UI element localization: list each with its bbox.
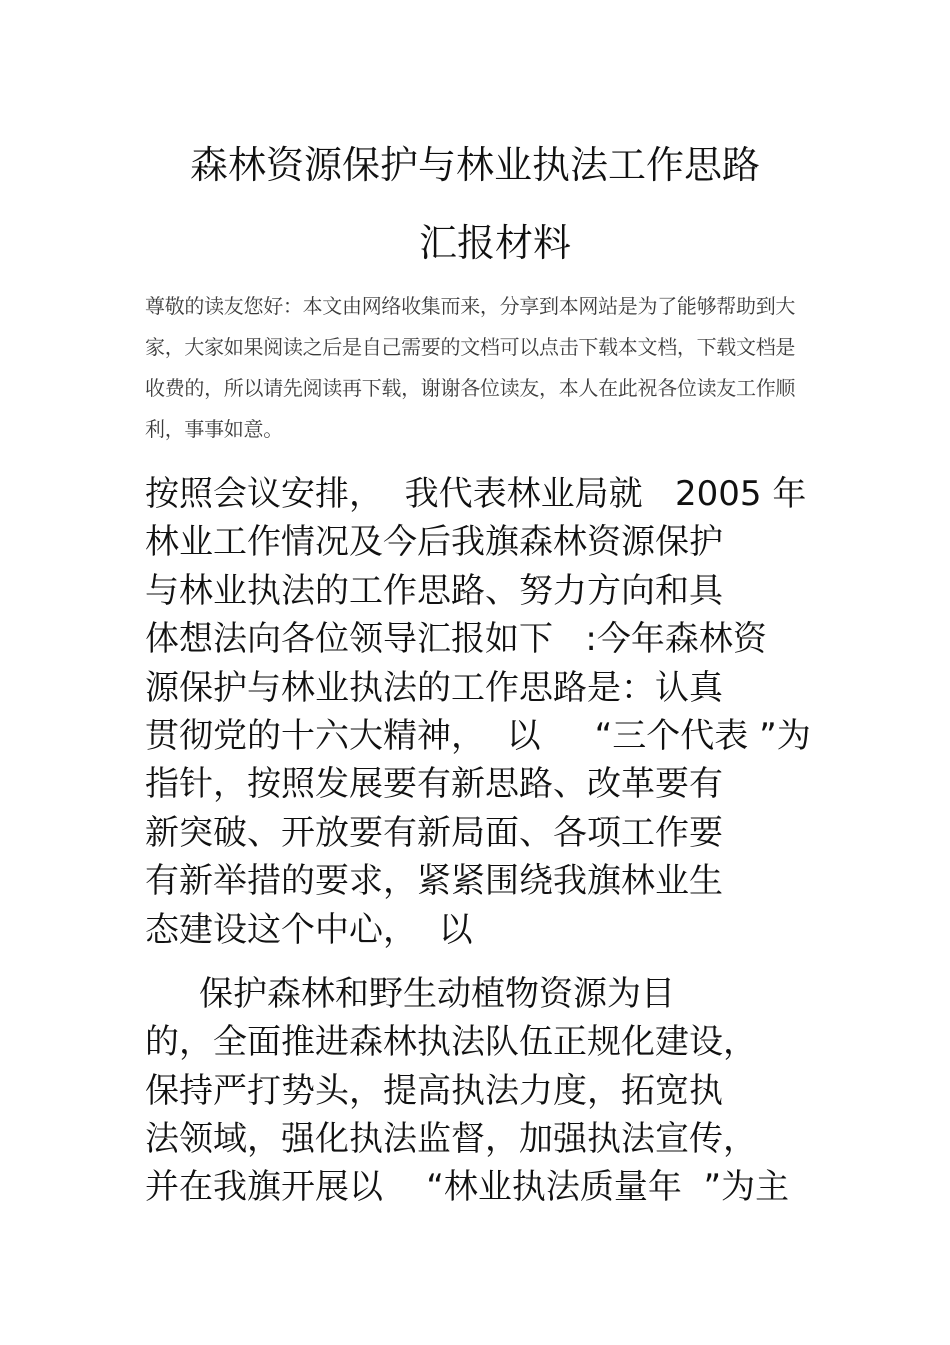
body-line: 林业工作情况及今后我旗森林资源保护 — [145, 522, 723, 563]
notice-line: 收费的，所以请先阅读再下载，谢谢各位读友，本人在此祝各位读友工作顺 — [145, 376, 796, 400]
notice-line: 利，事事如意。 — [145, 417, 283, 441]
body-line: 体想法向各位领导汇报如下 :今年森林资 — [145, 619, 767, 660]
document-title-line-2: 汇报材料 — [418, 221, 571, 265]
body-line: 贯彻党的十六大精神， 以 “三个代表 ”为 — [145, 715, 811, 756]
body-line: 保持严打势头，提高执法力度，拓宽执 — [145, 1070, 723, 1111]
body-line: 有新举措的要求，紧紧围绕我旗林业生 — [145, 861, 723, 902]
document-title-line-1: 森林资源保护与林业执法工作思路 — [189, 143, 760, 187]
body-line: 按照会议安排， 我代表林业局就 2005 年 — [145, 474, 807, 514]
body-line: 法领域，强化执法监督，加强执法宣传， — [145, 1119, 757, 1160]
body-line: 并在我旗开展以 “林业执法质量年 ”为主 — [145, 1167, 790, 1208]
body-line: 与林业执法的工作思路、努力方向和具 — [145, 570, 723, 611]
notice-line: 尊敬的读友您好：本文由网络收集而来，分享到本网站是为了能够帮助到大 — [145, 294, 796, 318]
body-text — [145, 470, 825, 1212]
body-line: 源保护与林业执法的工作思路是：认真 — [145, 667, 723, 708]
notice-line: 家，大家如果阅读之后是自己需要的文档可以点击下载本文档，下载文档是 — [145, 335, 796, 359]
body-line: 保护森林和野生动植物资源为目 — [145, 973, 676, 1014]
body-line: 指针，按照发展要有新思路、改革要有 — [145, 764, 723, 805]
body-line: 态建设这个中心， 以 — [145, 909, 473, 950]
reader-notice — [145, 286, 805, 450]
body-line: 新突破、开放要有新局面、各项工作要 — [145, 812, 723, 853]
body-line: 的，全面推进森林执法队伍正规化建设， — [145, 1022, 757, 1063]
